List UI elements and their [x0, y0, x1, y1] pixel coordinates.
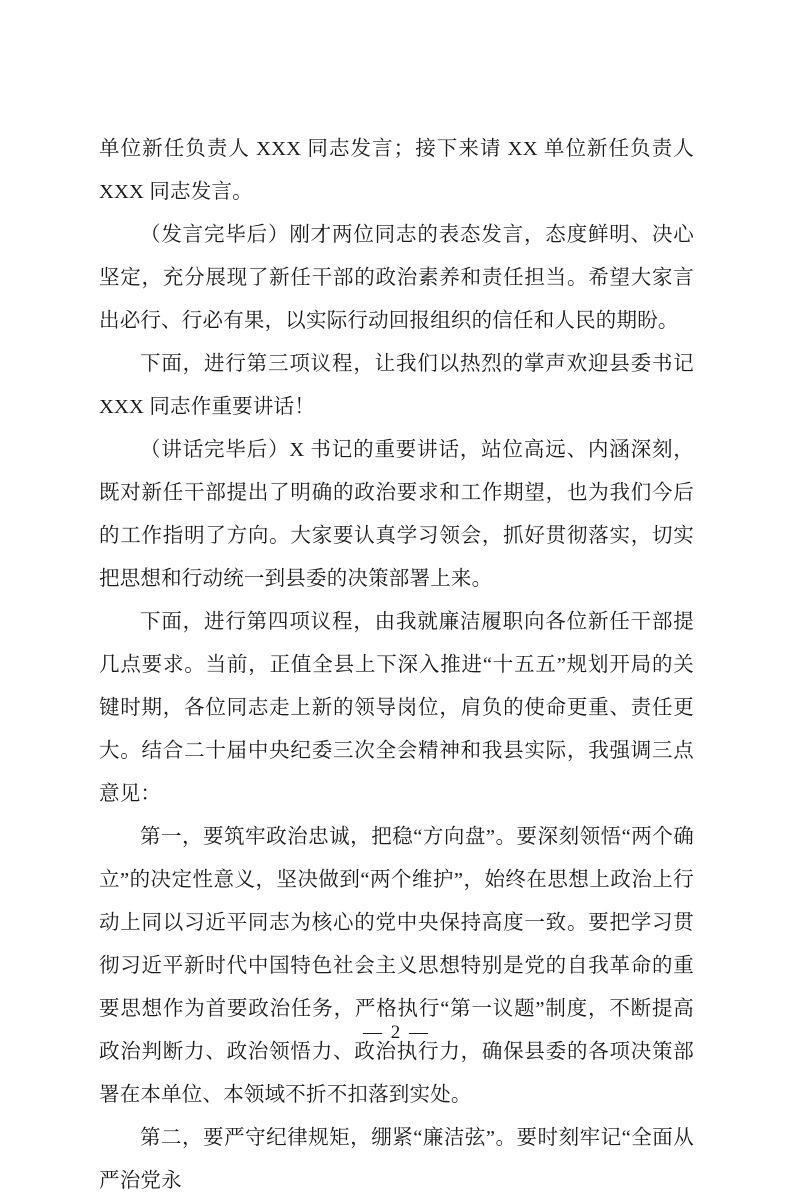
page-footer: [0, 1022, 793, 1044]
paragraph-6: 第一，要筑牢政治忠诚，把稳“方向盘”。要深刻领悟“两个确立”的决定性意义，坚决做到“两个维护”，始终在思想上政治上行动上同以习近平同志为核心的党中央保持高度一致。要把学习贯彻习近平新时代中国特色社会主义思想特别是党的自我革命的重要思想作为首要政治任务，严格执行“第一议题”制度，不断提高政治判断力、政治领悟力、政治执行力，确保县委的各项决策部署在本单位、本领域不折不扣落到实处。: [99, 826, 694, 1106]
paragraph-7: 第二，要严守纪律规矩，绷紧“廉洁弦”。要时刻牢记“全面从严治党永: [99, 1127, 694, 1192]
paragraph-2: （发言完毕后）刚才两位同志的表态发言，态度鲜明、决心坚定，充分展现了新任干部的政治素养和责任担当。希望大家言出必行、行必有果，以实际行动回报组织的信任和人民的期盼。: [99, 224, 694, 332]
paragraph-1: 单位新任负责人 XXX 同志发言；接下来请 XX 单位新任负责人 XXX 同志发言。: [99, 138, 694, 203]
paragraph-3: 下面，进行第三项议程，让我们以热烈的掌声欢迎县委书记 XXX 同志作重要讲话！: [99, 353, 694, 418]
paragraph-4: （讲话完毕后）X 书记的重要讲话，站位高远、内涵深刻，既对新任干部提出了明确的政治要求和工作期望，也为我们今后的工作指明了方向。大家要认真学习领会，抓好贯彻落实，切实把思想和行动统一到县委的决策部署上来。: [99, 439, 694, 590]
paragraph-5: 下面，进行第四项议程，由我就廉洁履职向各位新任干部提几点要求。当前，正值全县上下深入推进“十五五”规划开局的关键时期，各位同志走上新的领导岗位，肩负的使命更重、责任更大。结合二十届中央纪委三次全会精神和我县实际，我强调三点意见：: [99, 611, 694, 805]
page-number: — 2 —: [363, 1022, 430, 1043]
